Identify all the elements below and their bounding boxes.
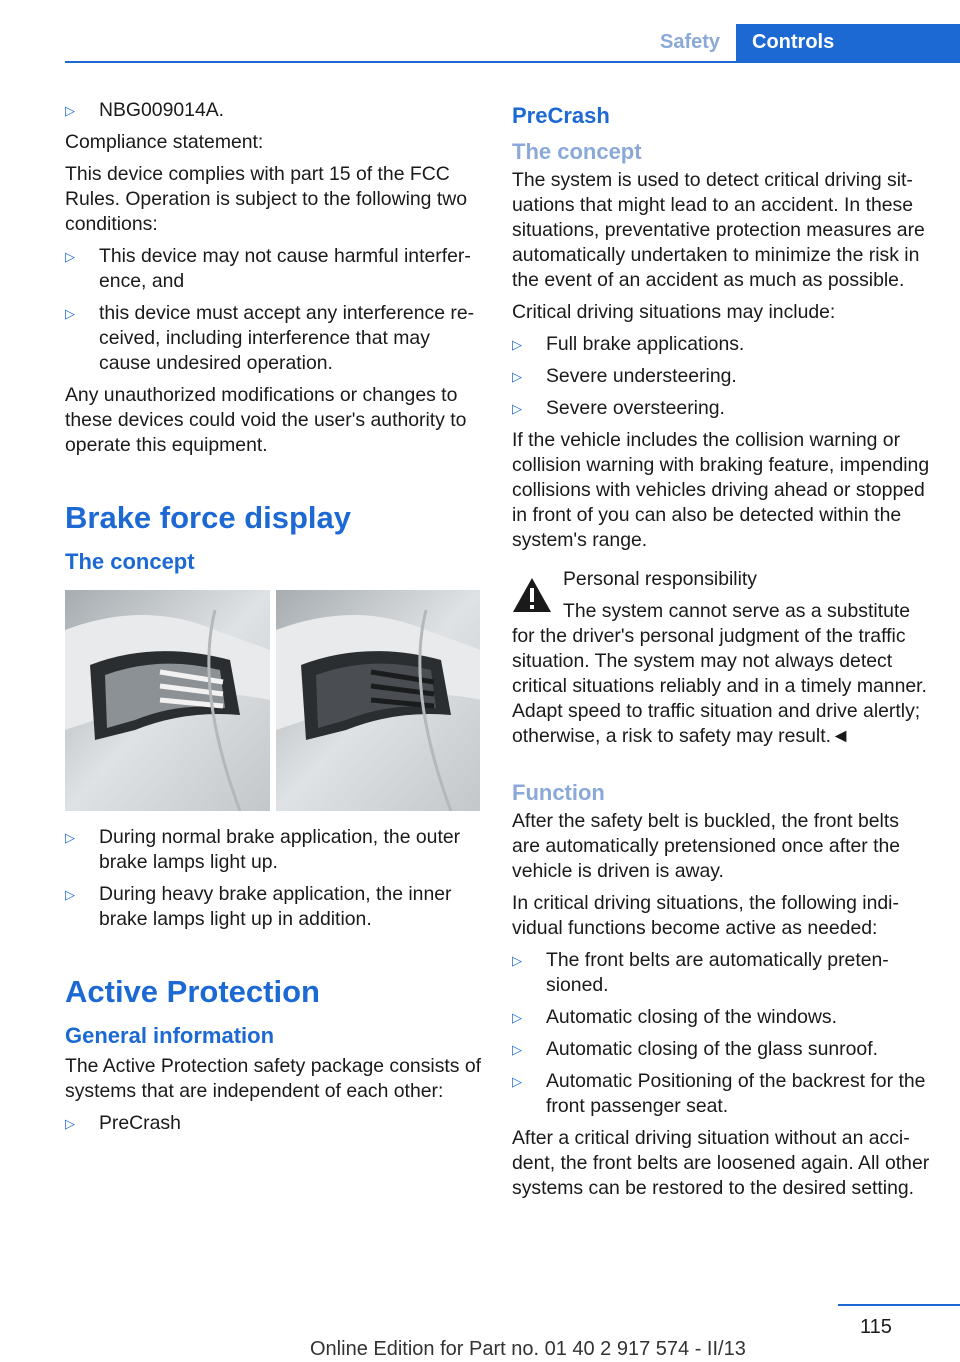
function-heading: Function (512, 780, 605, 805)
right-column (512, 98, 932, 1208)
bullet-triangle-icon: ▷ (512, 369, 522, 384)
list-item-text: Automatic closing of the windows. (546, 1006, 838, 1028)
list-item (512, 364, 932, 389)
page-number: 115 (860, 1316, 892, 1338)
brake-lamp-photo-heavy (276, 590, 481, 811)
list-item-text: During normal brake application, the outer brake lamps light up. (99, 826, 461, 873)
bullet-triangle-icon: ▷ (65, 249, 75, 264)
active-protection-heading: Active Protection (65, 974, 320, 1009)
list-item-text: PreCrash (99, 1112, 181, 1134)
list-item (512, 1037, 932, 1062)
function-list (512, 948, 932, 1119)
fcc-conditions-list (65, 244, 483, 376)
list-item-text: This device may not cause harmful interference, and (99, 245, 471, 292)
list-item-text: During heavy brake application, the inner brake lamps light up in addition. (99, 883, 452, 930)
bullet-triangle-icon: ▷ (512, 401, 522, 416)
critical-situations-intro: Critical driving situations may include: (512, 301, 836, 323)
footer-rule (838, 1304, 960, 1306)
brake-force-heading: Brake force display (65, 500, 352, 535)
top-bullet-list (65, 98, 483, 123)
bullet-triangle-icon: ▷ (65, 103, 75, 118)
warning-triangle-icon (512, 577, 552, 613)
warning-box (512, 567, 932, 749)
active-protection-list (65, 1111, 483, 1136)
function-paragraph: After the safety belt is buckled, the front belts are automatically pretensioned once after the vehicle is driven is away. (512, 810, 901, 882)
list-item (65, 301, 483, 376)
brake-lamp-photos (65, 590, 480, 811)
general-information-heading: General information (65, 1023, 275, 1048)
list-item (65, 244, 483, 294)
tail-lamp-illustration (276, 590, 481, 811)
list-item-text: this device must accept any interference received, including interference that may cause undesired operation. (99, 302, 475, 374)
header-tab-controls: Controls (736, 24, 960, 61)
bullet-triangle-icon: ▷ (512, 1010, 522, 1025)
compliance-label: Compliance statement: (65, 131, 264, 153)
precrash-concept-paragraph: The system is used to detect critical driving situations that might lead to an accident. In these situations, preventative protection measures are automatically undertaken to minimize the risk in the event of an accident as much as possible. (512, 169, 925, 291)
bullet-triangle-icon: ▷ (65, 306, 75, 321)
list-item (512, 1069, 932, 1119)
bullet-triangle-icon: ▷ (512, 953, 522, 968)
left-column (65, 98, 483, 1143)
list-item-text: Severe oversteering. (546, 397, 725, 419)
list-item (65, 882, 483, 932)
list-item (65, 825, 483, 875)
list-item-text: Automatic Positioning of the backrest for the front passenger seat. (546, 1070, 926, 1117)
header-tab-safety: Safety (659, 31, 721, 53)
collision-warning-paragraph: If the vehicle includes the collision warning or collision warning with braking feature, impending collisions with vehicles driving ahead or stopped in front of you can also be detected within the system's range. (512, 429, 930, 551)
bullet-triangle-icon: ▷ (65, 887, 75, 902)
list-item (512, 396, 932, 421)
list-item-text: Automatic closing of the glass sunroof. (546, 1038, 878, 1060)
list-item (512, 332, 932, 357)
list-item-text: The front belts are automatically pretensioned. (546, 949, 889, 996)
bullet-triangle-icon: ▷ (512, 337, 522, 352)
unauthorized-paragraph: Any unauthorized modifications or changes to these devices could void the user's authority to operate this equipment. (65, 384, 467, 456)
list-item (65, 98, 483, 123)
header-rule (65, 61, 960, 63)
bullet-triangle-icon: ▷ (512, 1074, 522, 1089)
after-situation-paragraph: After a critical driving situation without an accident, the front belts are loosened again. All other systems can be restored to the desired setting. (512, 1127, 930, 1199)
warning-text: The system cannot serve as a substitute for the driver's personal judgment of the traffic situation. The system may not always detect critical situations reliably and in a timely manner. Adapt speed to traffic situation and drive alertly; otherwise, a risk to safety may result.◄ (512, 600, 927, 747)
list-item-text: NBG009014A. (99, 99, 225, 121)
brake-lamp-photo-normal (65, 590, 270, 811)
tail-lamp-illustration (65, 590, 270, 811)
list-item-text: Severe understeering. (546, 365, 737, 387)
list-item (65, 1111, 483, 1136)
critical-situations-list (512, 332, 932, 421)
edition-footer: Online Edition for Part no. 01 40 2 917 574 - II/13 (310, 1338, 746, 1360)
precrash-concept-heading: The concept (512, 139, 642, 164)
function-intro: In critical driving situations, the following individual functions become active as needed: (512, 892, 899, 939)
bullet-triangle-icon: ▷ (65, 1116, 75, 1131)
bullet-triangle-icon: ▷ (65, 830, 75, 845)
list-item (512, 1005, 932, 1030)
fcc-paragraph: This device complies with part 15 of the FCC Rules. Operation is subject to the following two conditions: (65, 163, 468, 235)
bullet-triangle-icon: ▷ (512, 1042, 522, 1057)
active-protection-paragraph: The Active Protection safety package consists of systems that are independent of each other: (65, 1055, 482, 1102)
list-item (512, 948, 932, 998)
list-item-text: Full brake applications. (546, 333, 745, 355)
brake-concept-heading: The concept (65, 549, 195, 574)
warning-title: Personal responsibility (563, 568, 758, 590)
precrash-heading: PreCrash (512, 103, 610, 128)
brake-items-list (65, 825, 483, 932)
